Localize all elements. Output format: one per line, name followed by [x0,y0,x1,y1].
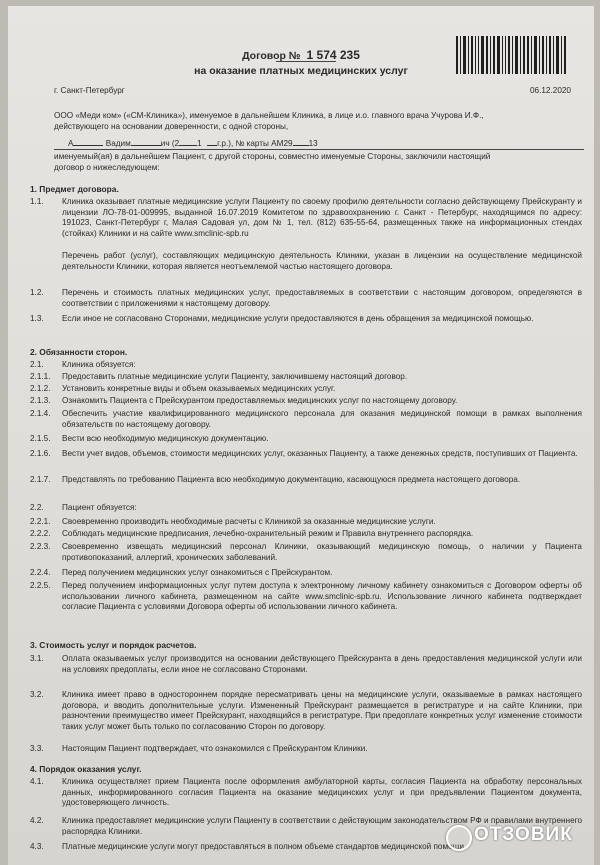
city: г. Санкт-Петербург [54,86,125,95]
intro-line-2: действующего на основании доверенности, с одной стороны, [54,122,289,131]
contract-number: 1 574 235 [306,48,360,62]
patient-underline [54,149,584,150]
clause-2-1-1: Предоставить платные медицинские услуги Пациенту, заключившему настоящий договор. [62,372,408,381]
clause-num: 2.1.7. [30,475,51,484]
section-3-heading: 3. Стоимость услуг и порядок расчетов. [30,640,197,650]
clause-2-2-2: Соблюдать медицинские предписания, лечебно-охранительный режим и Правила внутреннего распорядка. [62,529,474,538]
clause-4-2: Клиника предоставляет медицинские услуги Пациенту в соответствии с действующим законодательством РФ и правилами внутреннего распорядка Клиники. [62,816,582,836]
clause-num: 2.1. [30,360,44,369]
clause-num: 3.3. [30,744,44,753]
patient-card: г.р.), № карты АМ29 [217,139,293,148]
clause-num: 3.2. [30,690,44,699]
clause-num: 2.1.5. [30,434,51,443]
intro-line-4: именуемый(ая) в дальнейшем Пациент, с другой стороны, совместно именуемые Стороны, заключили настоящий [54,152,491,161]
clause-1-3: Если иное не согласовано Сторонами, медицинские услуги предоставляются в день обращения за медицинской помощью. [62,314,534,323]
patient-name: Вадим [105,139,131,148]
clause-1-1: Клиника оказывает платные медицинские услуги Пациенту по своему профилю деятельности согласно действующему Прейскуранту и лицензии ЛО-78-01-009995, выданной 16.07.2019 Комитетом по здравоохранению г. Санкт - Петербург, находящимся по адресу: 191023, Санкт-Петербург г, Малая Садовая ул, дом № 1, тел. (812) 635-55-64, размещенных также на информационных стендах (стойках) Клиники и на сайте www.smclinic-spb.ru [62,197,582,238]
clause-num: 2.1.6. [30,449,51,458]
clause-2-2-1: Своевременно производить необходимые расчеты с Клиникой за оказанные медицинские услуги. [62,517,436,526]
document-title [8,48,594,79]
clause-2-1-7: Представлять по требованию Пациента всю необходимую документацию, касающуюся предмета настоящего договора. [62,475,521,484]
clause-2-1-6: Вести учет видов, объемов, стоимости медицинских услуг, оказанных Пациенту, а также денежных средств, поступивших от Пациента. [62,449,578,458]
clause-1-2: Перечень и стоимость платных медицинских услуг, предоставляемых в соответствии с настоящим договором, определяются в соответствии с приложениями к настоящему договору. [62,288,582,308]
contract-page [8,6,594,865]
patient-patronymic: ич (2 [160,139,180,148]
watermark: ОТЗОВИК [474,824,573,845]
clause-num: 1.2. [30,288,44,297]
intro-line-5: договор о нижеследующем: [54,163,160,172]
clause-num: 2.1.3. [30,396,51,405]
clause-2-2-4: Перед получением медицинских услуг ознакомиться с Прейскурантом. [62,568,333,577]
clause-num: 2.2. [30,503,44,512]
clause-1-1b: Перечень работ (услуг), составляющих медицинскую деятельность Клиники, указан в лицензии на осуществление медицинской деятельности Клиники, которая является неотъемлемой частью настоящего договора. [62,251,582,271]
clause-2-1-3: Ознакомить Пациента с Прейскурантом предоставляемых медицинских услуг по настоящему договору. [62,396,458,405]
clause-2-2-5: Перед получением информационных услуг путем доступа к электронному личному кабинету ознакомиться с Договором оферты об использовании личного кабинета, размещенном на сайте www.smclinic-spb.ru. Использование личного кабинета подтверждает согласие Пациента с условиями Договора оферты об использовании личного кабинета. [62,581,582,612]
clause-num: 2.2.1. [30,517,51,526]
clause-num: 1.1. [30,197,44,206]
clause-num: 2.1.1. [30,372,51,381]
clause-2-1-5: Вести всю необходимую медицинскую документацию. [62,434,269,443]
section-2-heading: 2. Обязанности сторон. [30,347,128,357]
patient-line: А Вадим ич (2 1 г.р.), № карты АМ29 13 [68,139,318,148]
patient-initial: А [68,139,74,148]
clause-num: 2.1.2. [30,384,51,393]
intro-line-1: ООО «Меди ком» («СМ-Клиника»), именуемое в дальнейшем Клиника, в лице и.о. главного врача Учурова И.Ф., [54,111,484,120]
clause-num: 2.2.5. [30,581,51,590]
patient-card-end: 13 [308,139,318,148]
clause-num: 4.1. [30,777,44,786]
clause-2-2: Пациент обязуется: [62,503,137,512]
clause-num: 2.2.3. [30,542,51,551]
title-prefix: Договор № [242,50,301,62]
clause-4-3: Платные медицинские услуги могут предоставляться в полном объеме стандартов медицинской помощи, [62,842,467,851]
clause-num: 3.1. [30,654,44,663]
clause-num: 4.2. [30,816,44,825]
clause-num: 2.2.2. [30,529,51,538]
section-4-heading: 4. Порядок оказания услуг. [30,764,142,774]
clause-3-1: Оплата оказываемых услуг производится на основании действующего Прейскуранта в день предоставления медицинской услуги или на условиях предоплаты, если иное не согласовано Сторонами. [62,654,582,674]
clause-num: 1.3. [30,314,44,323]
section-1-heading: 1. Предмет договора. [30,184,119,194]
title-subtitle: на оказание платных медицинских услуг [194,65,408,77]
clause-3-2: Клиника имеет право в одностороннем порядке пересматривать цены на медицинские услуги, оказываемые в рамках настоящего договора, и вводить дополнительные услуги. Измененный Прейскурант размещается в регистратуре и на сайте Клиники, при разночтении преимущество имеет Прейскурант, находящийся в регистратуре. При предоплате конкретных услуг изменение стоимости таких услуг может быть только по согласованию Сторон по договору. [62,690,582,731]
number-underline [276,61,336,62]
clause-4-1: Клиника осуществляет прием Пациента после оформления амбулаторной карты, согласия Пациента на обработку персональных данных, информированного согласия Пациента на оказание медицинских услуг и при предъявлении Пациентом документа, удостоверяющего личность. [62,777,582,808]
date: 06.12.2020 [530,86,571,95]
clause-2-1-4: Обеспечить участие квалифицированного медицинского персонала для оказания медицинской помощи в рамках выполнения обязательств по настоящему договору. [62,409,582,429]
otzovik-logo-icon [446,825,472,851]
clause-2-2-3: Своевременно извещать медицинский персонал Клиники, оказывающий медицинскую помощь, о наличии у Пациента противопоказаний, аллергий, хронических заболеваний. [62,542,582,562]
clause-num: 2.2.4. [30,568,51,577]
clause-3-3: Настоящим Пациент подтверждает, что ознакомился с Прейскурантом Клиники. [62,744,368,753]
clause-num: 2.1.4. [30,409,51,418]
clause-num: 4.3. [30,842,44,851]
clause-2-1-2: Установить конкретные виды и объем оказываемых медицинских услуг. [62,384,336,393]
clause-2-1: Клиника обязуется: [62,360,136,369]
